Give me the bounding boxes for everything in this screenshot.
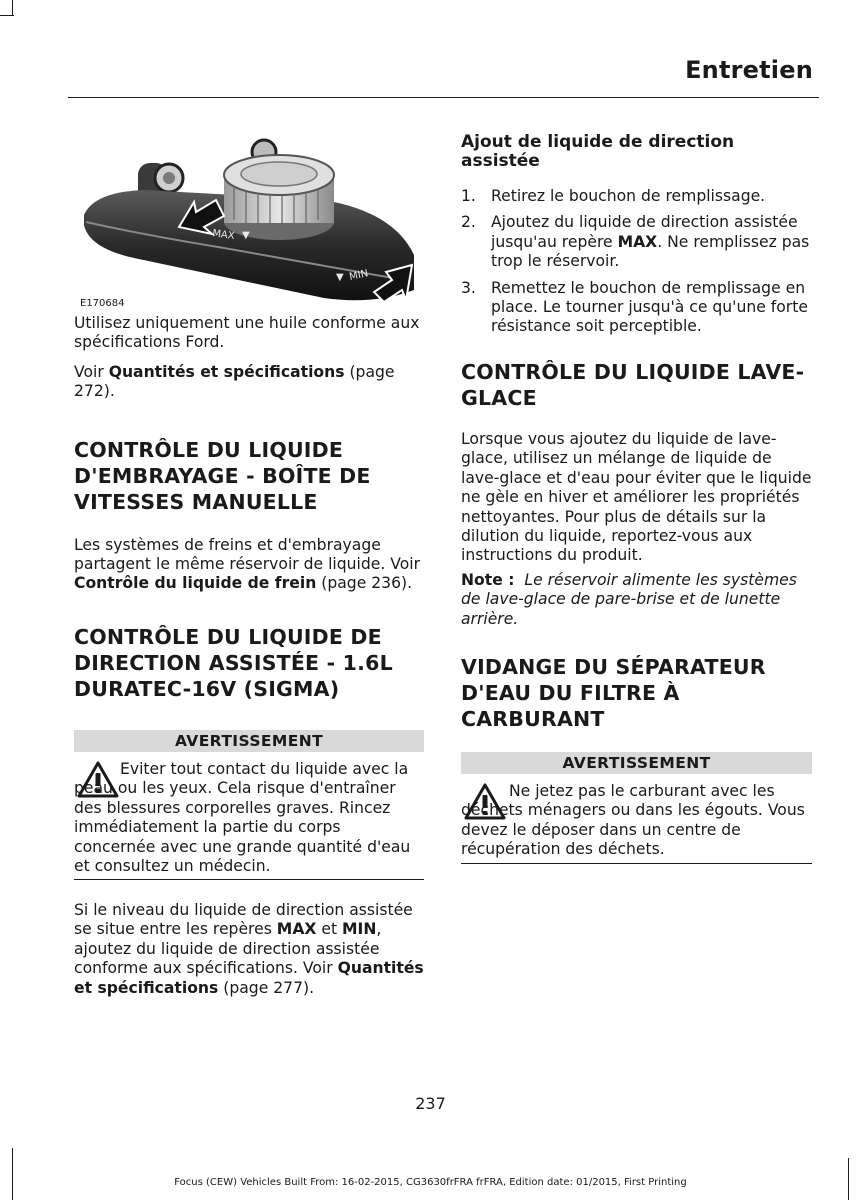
steering-heading: CONTRÔLE DU LIQUIDE DE DIRECTION ASSISTÉE - 1.6L DURATEC-16V (SIGMA) xyxy=(74,624,393,701)
level-text: Si le niveau du liquide de direction assistée se situe entre les repères MAX et MIN, ajoutez du liquide de direction assistée conforme aux spécifications. Voir Quantités et spécifications (page 277). xyxy=(74,901,424,997)
crop-mark xyxy=(0,15,14,16)
figure-code: E170684 xyxy=(80,298,125,309)
page-title: Entretien xyxy=(685,56,813,84)
oil-spec-text: Utilisez uniquement une huile conforme aux spécifications Ford. xyxy=(74,314,420,352)
footer-text: Focus (CEW) Vehicles Built From: 16-02-2015, CG3630frFRA frFRA, Edition date: 01/2015, First Printing xyxy=(174,1177,687,1188)
list-item: 2. Ajoutez du liquide de direction assistée jusqu'au repère MAX. Ne remplissez pas trop le réservoir. xyxy=(461,213,810,271)
list-item: 3. Remettez le bouchon de remplissage en place. Le tourner jusqu'à ce qu'une forte résistance soit perceptible. xyxy=(461,278,808,336)
warning-title-2: AVERTISSEMENT xyxy=(461,752,812,774)
svg-text:▼: ▼ xyxy=(336,272,344,283)
left-column xyxy=(74,314,424,702)
header-divider xyxy=(68,97,819,98)
max-mark: MAX xyxy=(211,228,236,243)
warning-divider-2 xyxy=(461,863,812,864)
crop-mark xyxy=(12,1148,13,1200)
svg-text:▼: ▼ xyxy=(242,230,250,241)
specs-link-2[interactable]: Quantités et spécifications xyxy=(74,959,424,997)
brake-fluid-link[interactable]: Contrôle du liquide de frein xyxy=(74,574,317,593)
reservoir-illustration xyxy=(74,130,419,315)
add-fluid-steps xyxy=(461,187,813,344)
add-fluid-heading: Ajout de liquide de direction assistée xyxy=(461,132,735,171)
list-item: 1. Retirez le bouchon de remplissage. xyxy=(461,187,766,205)
washer-text: Lorsque vous ajoutez du liquide de lave-glace, utilisez un mélange de liquide de lave-glace et d'eau pour éviter que le liquide ne gèle en hiver et améliorer les propriétés nettoyantes. Pour plus de détails sur la dilution du liquide, reportez-vous aux instructions du produit. xyxy=(461,430,812,565)
washer-note: Note : Le réservoir alimente les systèmes de lave-glace de pare-brise et de lunette arrière. xyxy=(461,571,797,628)
clutch-heading: CONTRÔLE DU LIQUIDE D'EMBRAYAGE - BOÎTE DE VITESSES MANUELLE xyxy=(74,437,371,514)
warning-divider xyxy=(74,879,424,880)
crop-mark xyxy=(12,0,13,16)
see-specs-text: Voir Quantités et spécifications (page 272). xyxy=(74,362,395,401)
crop-mark xyxy=(848,1158,849,1200)
drain-heading: VIDANGE DU SÉPARATEUR D'EAU DU FILTRE À CARBURANT xyxy=(461,655,766,731)
washer-heading: CONTRÔLE DU LIQUIDE LAVE-GLACE xyxy=(461,360,805,410)
warning-text: Eviter tout contact du liquide avec la peau ou les yeux. Cela risque d'entraîner des blessures corporelles graves. Rincez immédiatement la partie du corps concernée avec une grande quantité d'eau et consultez un médecin. xyxy=(74,760,411,876)
page-number: 237 xyxy=(415,1094,446,1113)
warning-title: AVERTISSEMENT xyxy=(74,730,424,752)
right-column xyxy=(461,133,812,171)
specs-link[interactable]: Quantités et spécifications xyxy=(108,362,345,381)
min-mark: MIN xyxy=(348,268,370,283)
warning-text-2: Ne jetez pas le carburant avec les déchets ménagers ou dans les égouts. Vous devez le déposer dans un centre de récupération des déchets. xyxy=(461,782,805,859)
clutch-text: Les systèmes de freins et d'embrayage partagent le même réservoir de liquide. Voir Contrôle du liquide de frein (page 236). xyxy=(74,535,421,593)
